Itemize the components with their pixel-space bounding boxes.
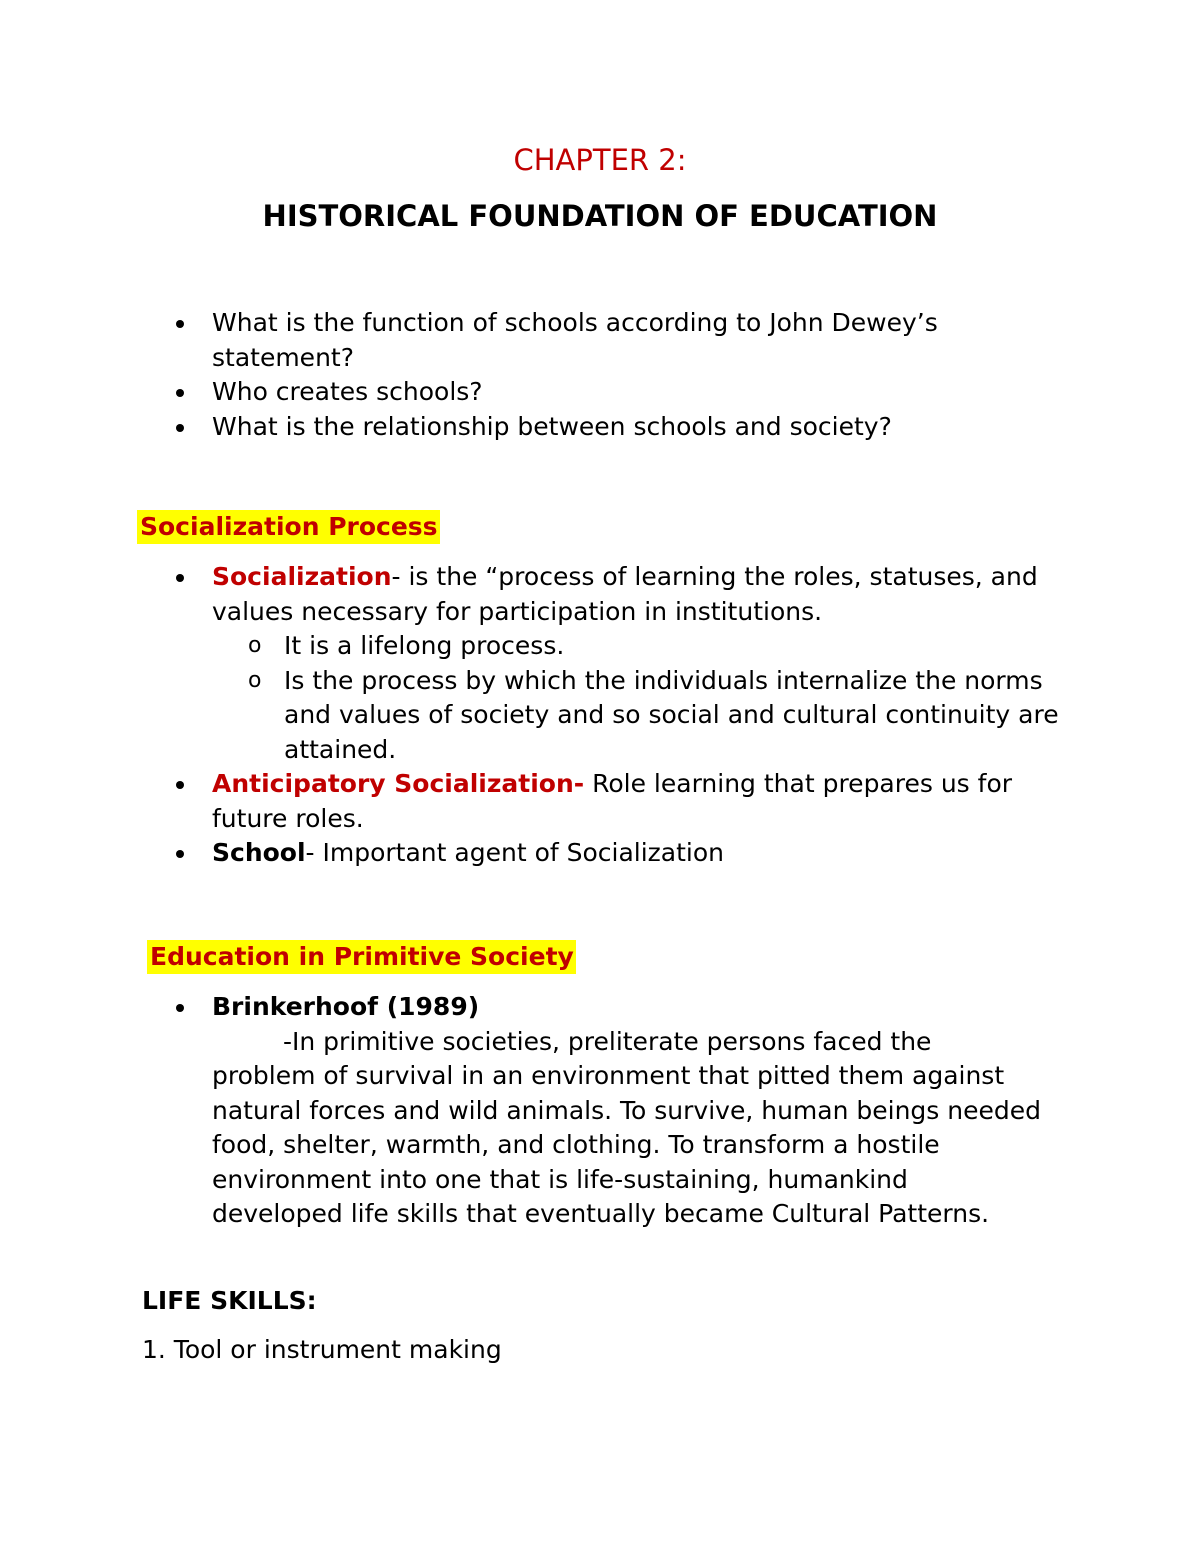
section-heading-socialization: [137, 510, 440, 544]
term-label: School: [212, 838, 306, 867]
circle-bullet-icon: o: [248, 633, 262, 658]
circle-bullet-icon: o: [248, 667, 262, 693]
list-item: [171, 767, 1061, 836]
author-citation: Brinkerhoof (1989): [212, 992, 480, 1021]
section-heading-text: Socialization Process: [140, 512, 438, 541]
sub-list-item: [212, 664, 1061, 768]
term-definition: - is the “process of learning the roles, statuses, and values necessary for participation in institutions.: [212, 562, 1038, 626]
document-title: HISTORICAL FOUNDATION OF EDUCATION: [262, 199, 938, 233]
socialization-list: [171, 560, 1061, 871]
question-list: [171, 306, 1022, 444]
section-heading-text: Education in Primitive Society: [150, 942, 574, 971]
life-skill-item: 1. Tool or instrument making: [142, 1335, 502, 1364]
sub-item-text: Is the process by which the individuals internalize the norms and values of society and so social and cultural continuity are attained.: [284, 665, 1059, 764]
question-item: Who creates schools?: [171, 375, 1022, 410]
chapter-label: CHAPTER 2:: [513, 143, 687, 177]
life-skills-heading: LIFE SKILLS:: [142, 1286, 317, 1315]
sub-list-item: [212, 629, 1061, 664]
paragraph-text: -In primitive societies, preliterate persons faced the problem of survival in an environment that pitted them against natural forces and wild animals. To survive, human beings needed food, shelter, warmth, and clothing. To transform a hostile environment into one that is life-sustaining, humankind developed life skills that eventually became Cultural Patterns.: [212, 1026, 1041, 1228]
question-item: What is the relationship between schools and society?: [171, 410, 1022, 445]
list-item: [171, 990, 1041, 1232]
primitive-list: [171, 990, 1041, 1232]
list-item: [171, 560, 1061, 767]
term-dash: -: [573, 769, 585, 798]
section-heading-primitive: [147, 940, 576, 974]
term-definition: Role learning that prepares us for future roles.: [212, 769, 1013, 833]
term-label: Socialization: [212, 562, 392, 591]
term-label: Anticipatory Socialization: [212, 769, 574, 798]
sub-item-text: It is a lifelong process.: [284, 631, 565, 660]
list-item: [171, 836, 1061, 871]
question-item: What is the function of schools according to John Dewey’s statement?: [171, 306, 1022, 375]
sub-list: [212, 629, 1061, 767]
term-definition: - Important agent of Socialization: [305, 838, 725, 867]
